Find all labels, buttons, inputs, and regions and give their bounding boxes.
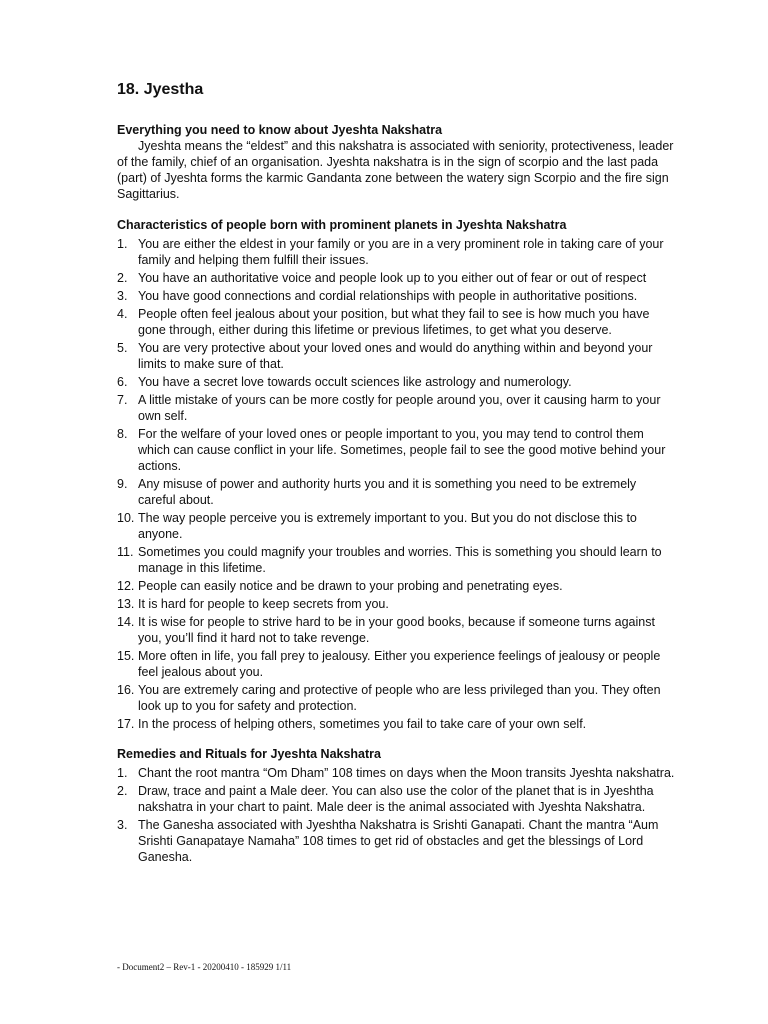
section-heading-characteristics: Characteristics of people born with prominent planets in Jyeshta Nakshatra xyxy=(117,218,567,232)
list-item: 10. The way people perceive you is extremely important to you. But you do not disclose this to anyone. xyxy=(117,511,637,541)
list-item: 13. It is hard for people to keep secrets from you. xyxy=(117,597,389,611)
list-item: 4. People often feel jealous about your position, but what they fail to see is how much you have gone through, either during this lifetime or previous lifetimes, to get what you deserve. xyxy=(117,307,650,337)
list-item: 7. A little mistake of yours can be more costly for people around you, over it causing harm to your own self. xyxy=(117,393,661,423)
list-item: 14. It is wise for people to strive hard to be in your good books, because if someone turns against you, you’ll find it hard not to take revenge. xyxy=(117,615,655,645)
list-item: 1. You are either the eldest in your family or you are in a very prominent role in taking care of your family and helping them fulfill their issues. xyxy=(117,237,664,267)
intro-paragraph: Jyeshta means the “eldest” and this nakshatra is associated with seniority, protectiveness, leader of the family, chief of an organisation. Jyeshta nakshatra is in the sign of scorpio and the last pada (part) of Jyeshta forms the karmic Gandanta zone between the watery sign Scorpio and the fire sign Sagittarius. xyxy=(117,139,674,201)
characteristics-list xyxy=(117,236,677,732)
section-characteristics xyxy=(117,217,677,732)
section-heading-remedies: Remedies and Rituals for Jyeshta Nakshatra xyxy=(117,747,381,761)
list-item: 5. You are very protective about your loved ones and would do anything within and beyond your limits to make sure of that. xyxy=(117,341,653,371)
list-item: 17. In the process of helping others, sometimes you fail to take care of your own self. xyxy=(117,717,587,731)
list-item: 2. Draw, trace and paint a Male deer. You can also use the color of the planet that is in Jyeshtha nakshatra in your chart to paint. Male deer is the animal associated with Jyeshta Nakshatra. xyxy=(117,784,654,814)
remedies-list xyxy=(117,765,677,865)
section-heading-about: Everything you need to know about Jyeshta Nakshatra xyxy=(117,123,443,137)
page-footer: - Document2 – Rev-1 - 20200410 - 185929 1/11 xyxy=(117,962,292,972)
list-item: 16. You are extremely caring and protective of people who are less privileged than you. They often look up to you for safety and protection. xyxy=(117,683,661,713)
page-content xyxy=(117,80,677,867)
page-title: 18. Jyestha xyxy=(117,81,204,98)
section-about xyxy=(117,122,677,202)
list-item: 1. Chant the root mantra “Om Dham” 108 times on days when the Moon transits Jyeshta nakshatra. xyxy=(117,766,675,780)
list-item: 8. For the welfare of your loved ones or people important to you, you may tend to control them which can cause conflict in your life. Sometimes, people fail to see the good motive behind your actions. xyxy=(117,427,666,473)
list-item: 3. The Ganesha associated with Jyeshtha Nakshatra is Srishti Ganapati. Chant the mantra “Aum Srishti Ganapataye Namaha” 108 times to get rid of obstacles and get the blessings of Lord Ganesha. xyxy=(117,818,659,864)
list-item: 12. People can easily notice and be drawn to your probing and penetrating eyes. xyxy=(117,579,563,593)
list-item: 2. You have an authoritative voice and people look up to you either out of fear or out of respect xyxy=(117,271,647,285)
section-remedies xyxy=(117,746,677,865)
list-item: 6. You have a secret love towards occult sciences like astrology and numerology. xyxy=(117,375,572,389)
list-item: 9. Any misuse of power and authority hurts you and it is something you need to be extremely careful about. xyxy=(117,477,637,507)
list-item: 3. You have good connections and cordial relationships with people in authoritative positions. xyxy=(117,289,638,303)
list-item: 11. Sometimes you could magnify your troubles and worries. This is something you should learn to manage in this lifetime. xyxy=(117,545,662,575)
list-item: 15. More often in life, you fall prey to jealousy. Either you experience feelings of jealousy or people feel jealous about you. xyxy=(117,649,661,679)
